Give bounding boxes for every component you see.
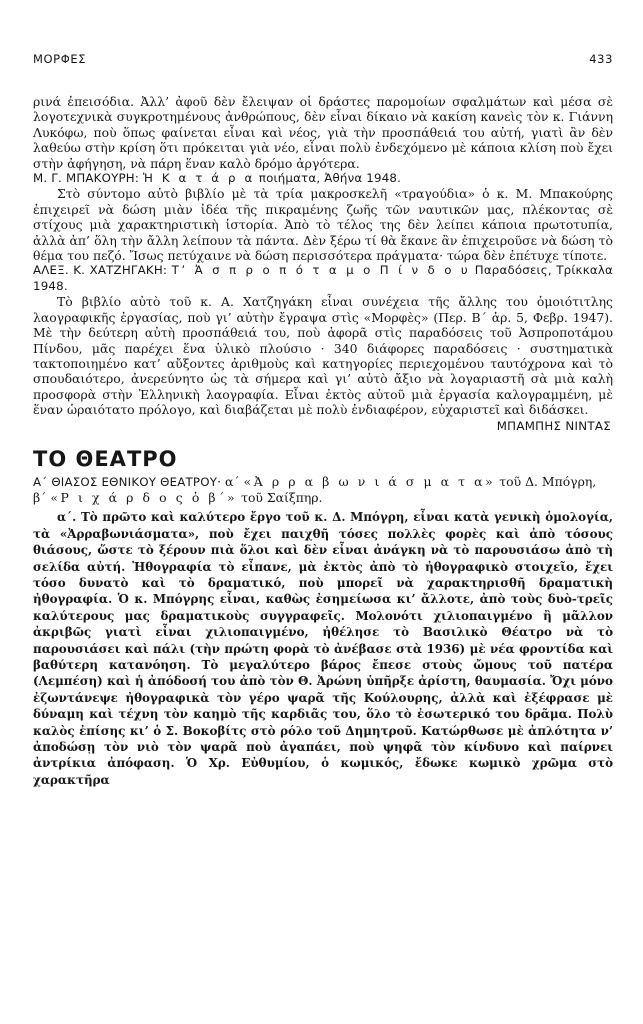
play-title-a: «Ἀ ρ ρ α β ω ν ι ά σ μ α τ α» bbox=[243, 473, 496, 489]
continuation-paragraph: ρινά ἐπεισόδια. Ἀλλ’ ἀφοῦ δὲν ἔλειψαν οἱ δράστες παρομοίων σφαλμάτων καὶ μέσα σὲ λογοτεχνικὰ συγκροτημένους ἀνθρώπους, δὲν εἶναι δίκαιο νὰ κακίση κανεὶς τὸν κ. Γιάννη Λυκόφω, ποὺ ὅπως φαίνεται εἶναι καὶ νέος, γιὰ τὴν προσπάθειά του αὐτή, γιατὶ ἂν δὲν λαθεύω στὴν κρίση ὅτι πρόκειται γιὰ νέο, εἶναι πολὺ ἐνδεχόμενο μὲ κάποια κλίση ποὺ ἔχει στὴν ἀφήγηση, νὰ πάρη ἕναν καλὸ δρόμο ἀργότερα. bbox=[33, 94, 613, 171]
signature: ΜΠΑΜΠΗΣ ΝΙΝΤΑΣ bbox=[496, 418, 611, 433]
page-body bbox=[33, 94, 613, 788]
section-title: ΤΟ ΘΕΑΤΡΟ bbox=[33, 446, 178, 471]
play-title-b: «Ρ ι χ ά ρ δ ο ς ὁ β΄» bbox=[50, 489, 238, 505]
running-title: ΜΟΡΦΕΣ bbox=[33, 52, 87, 66]
review-text-chatzigakis: Τὸ βιβλίο αὐτὸ τοῦ κ. Α. Χατζηγάκη εἶναι συνέχεια τῆς ἄλλης του ὁμοιότιτλης λαογραφικῆς ἐργασίας, ποὺ γι’ αὐτὴν ἔγραψα στὶς «Μορφὲς» (Περ. Β΄ ἀρ. 5, Φεβρ. 1947). Μὲ τὴν δεύτερη αὐτὴ προσπάθειά του, ποὺ ἀφορᾶ στὶς παραδόσεις τοῦ Ἀσπροποτάμου Πίνδου, μᾶς παρέχει ἕνα ὑλικὸ πλούσιο · 340 διάφορες παραδόσεις · συστηματικὰ τακτοποιημένο κατ’ αὔξοντες ἀριθμοὺς καὶ κατηγορίες περιεχομένου ταυτόχρονα καὶ τὸ σπουδαιότερο, ἀνερεύνητο ὡς τὰ σήμερα καὶ γι’ αὐτὸ ἄξιο νὰ λογαριαστῆ σὰ μιὰ καλὴ προσφορὰ στὴν Ἑλληνικὴ λαογραφία. Εἶναι ἐκτὸς αὐτοῦ μιὰ ἐργασία καλογραμμένη, μὲ ἕναν ὡραιότατο πρόλογο, καὶ διαβάζεται μὲ πολὺ ἐνδιαφέρον, εὐχαριστεῖ καὶ διδάσκει. bbox=[33, 294, 613, 418]
theater-heading bbox=[33, 474, 613, 506]
play-author-a: τοῦ Δ. Μπόγρη, β΄ bbox=[33, 473, 597, 505]
review-work-title: Τ’ Ἀ σ π ρ ο π ό τ α μ ο Π ί ν δ ο υ bbox=[171, 263, 471, 278]
running-head bbox=[33, 52, 613, 68]
review-work-title: Ἡ Κ α τ ά ρ α bbox=[143, 171, 255, 186]
play-author-b: τοῦ Σαίξπηρ. bbox=[241, 489, 323, 505]
review-author: Μ. Γ. ΜΠΑΚΟΥΡΗ bbox=[33, 171, 135, 186]
review-publication: ποιήματα, Ἀθήνα 1948. bbox=[258, 171, 402, 186]
page-number: 433 bbox=[589, 52, 613, 66]
theater-company: Α΄ ΘΙΑΣΟΣ ΕΘΝΙΚΟΥ ΘΕΑΤΡΟΥ bbox=[33, 474, 218, 489]
review-heading-bakouris: Μ. Γ. ΜΠΑΚΟΥΡΗ: Ἡ Κ α τ ά ρ α ποιήματα, Ἀθήνα 1948. bbox=[33, 171, 402, 186]
review-heading-chatzigakis: ΑΛΕΞ. Κ. ΧΑΤΖΗΓΑΚΗ: Τ’ Ἀ σ π ρ ο π ό τ α μ ο Π ί ν δ ο υ Παραδόσεις, Τρίκκαλα 1948. bbox=[33, 263, 613, 293]
review-author: ΑΛΕΞ. Κ. ΧΑΤΖΗΓΑΚΗ bbox=[33, 263, 163, 278]
theater-heading-sep: · α΄ bbox=[217, 473, 240, 489]
theater-review-body: Τὸ πρῶτο καὶ καλύτερο ἔργο τοῦ κ. Δ. Μπόγρη, εἶναι κατὰ γενικὴ ὁμολογία, τὰ «Ἀρραβωνιάσματα», ποὺ ἔχει παιχθῆ τόσες πολλὲς φορὲς καὶ ἀπὸ τόσους θιάσους, ὥστε τὸ ξέρουν πιὰ ὅλοι καὶ δὲν εἶναι ἀνάγκη νὰ τὸ παρουσιάσω ἀπὸ τὴ σελίδα αὐτή. Ἠθογραφία τὸ εἶπανε, μὰ ἐκτὸς ἀπὸ τὸ ἠθογραφικὸ στοιχεῖο, ἔχει τόσο δυνατὸ καὶ τὸ δραματικό, ποὺ μπορεῖ νὰ χαρακτηρισθῆ δραματικὴ ἠθογραφία. Ὁ κ. Μπόγρης εἶναι, καθὼς ἐσημείωσα κι’ ἄλλοτε, ἀπὸ τοὺς δυὸ-τρεῖς καλύτερους μας δραματικοὺς συγγραφεῖς. Μολονότι χιλιοπαιγμένο ἢ μᾶλλον ἀκριβῶς γιατὶ εἶναι χιλιοπαιγμένο, ἠθέλησε τὸ Βασιλικὸ Θέατρο νὰ τὸ παρουσιάσει καὶ πάλι (τὴν πρώτη φορὰ τὸ ἀνέβασε στὰ 1936) μὲ νέα φροντίδα καὶ βαθύτερη κατανόηση. Τὸ μεγαλύτερο βάρος ἔπεσε στοὺς ὤμους τοῦ πατέρα (Λεμπέση) καὶ ἡ ἀπόδοσή του ἀπὸ τὸν Θ. Ἀρώνη ὑπῆρξε ἀρίστη, θαυμασία. Ὄχι μόνο ἐζωντάνεψε ἠθογραφικὰ τὸν γέρο ψαρᾶ τῆς Κούλουρης, ἀλλὰ καὶ ἐξέφρασε μὲ δύναμη καὶ τέχνη τὸν καημὸ τῆς καρδιᾶς του, ὅλο τὸ ἐσωτερικό του δρᾶμα. Πολὺ καλὸς ἐπίσης κι’ ὁ Σ. Βοκοβίτς στὸ ρόλο τοῦ Δημητροῦ. Κατώρθωσε μὲ ἀπλότητα ν’ ἀποδώσῃ τὸν νιὸ τὸν ψαρᾶ ποὺ ἀγαπάει, ποὺ ψηφᾶ τὸν κίνδυνο καὶ παίρνει ἀντρίκια ἀπόφαση. Ὁ Χρ. Εὐθυμίου, ὁ κωμικός, ἔδωκε κωμικὸ χρῶμα στὸ χαρακτῆρα bbox=[33, 510, 613, 787]
theater-review-text bbox=[33, 509, 613, 788]
review-text-bakouris: Στὸ σύντομο αὐτὸ βιβλίο μὲ τὰ τρία μακροσκελῆ «τραγούδια» ὁ κ. Μ. Μπακούρης ἐπιχειρεῖ νὰ δώση μιὰν ἰδέα τῆς πικραμένης ζωῆς τῶν ναυτικῶν μας, πλέκοντας σὲ στίχους μιὰ χαρακτηριστικὴ ἱστορία. Ἀπὸ τὸ τέλος της δὲν λείπει κάποια πρωτοτυπία, ἀλλὰ ἀπ’ ὅλη τὴν ἄλλη λείπουν τὰ πάντα. Δὲν ξέρω τί θὰ ἔκανε ἂν ἐπιχειροῦσε νὰ δώση τὸ θέμα του πεζό. Ἴσως πετύχαινε νὰ δώση περισσότερα πράγματα· τώρα δὲν ἐπέτυχε τίποτε. bbox=[33, 186, 613, 264]
item-lead: α΄. bbox=[57, 510, 77, 525]
review-publication: Παραδόσεις, Τρίκκαλα 1948. bbox=[33, 263, 613, 293]
